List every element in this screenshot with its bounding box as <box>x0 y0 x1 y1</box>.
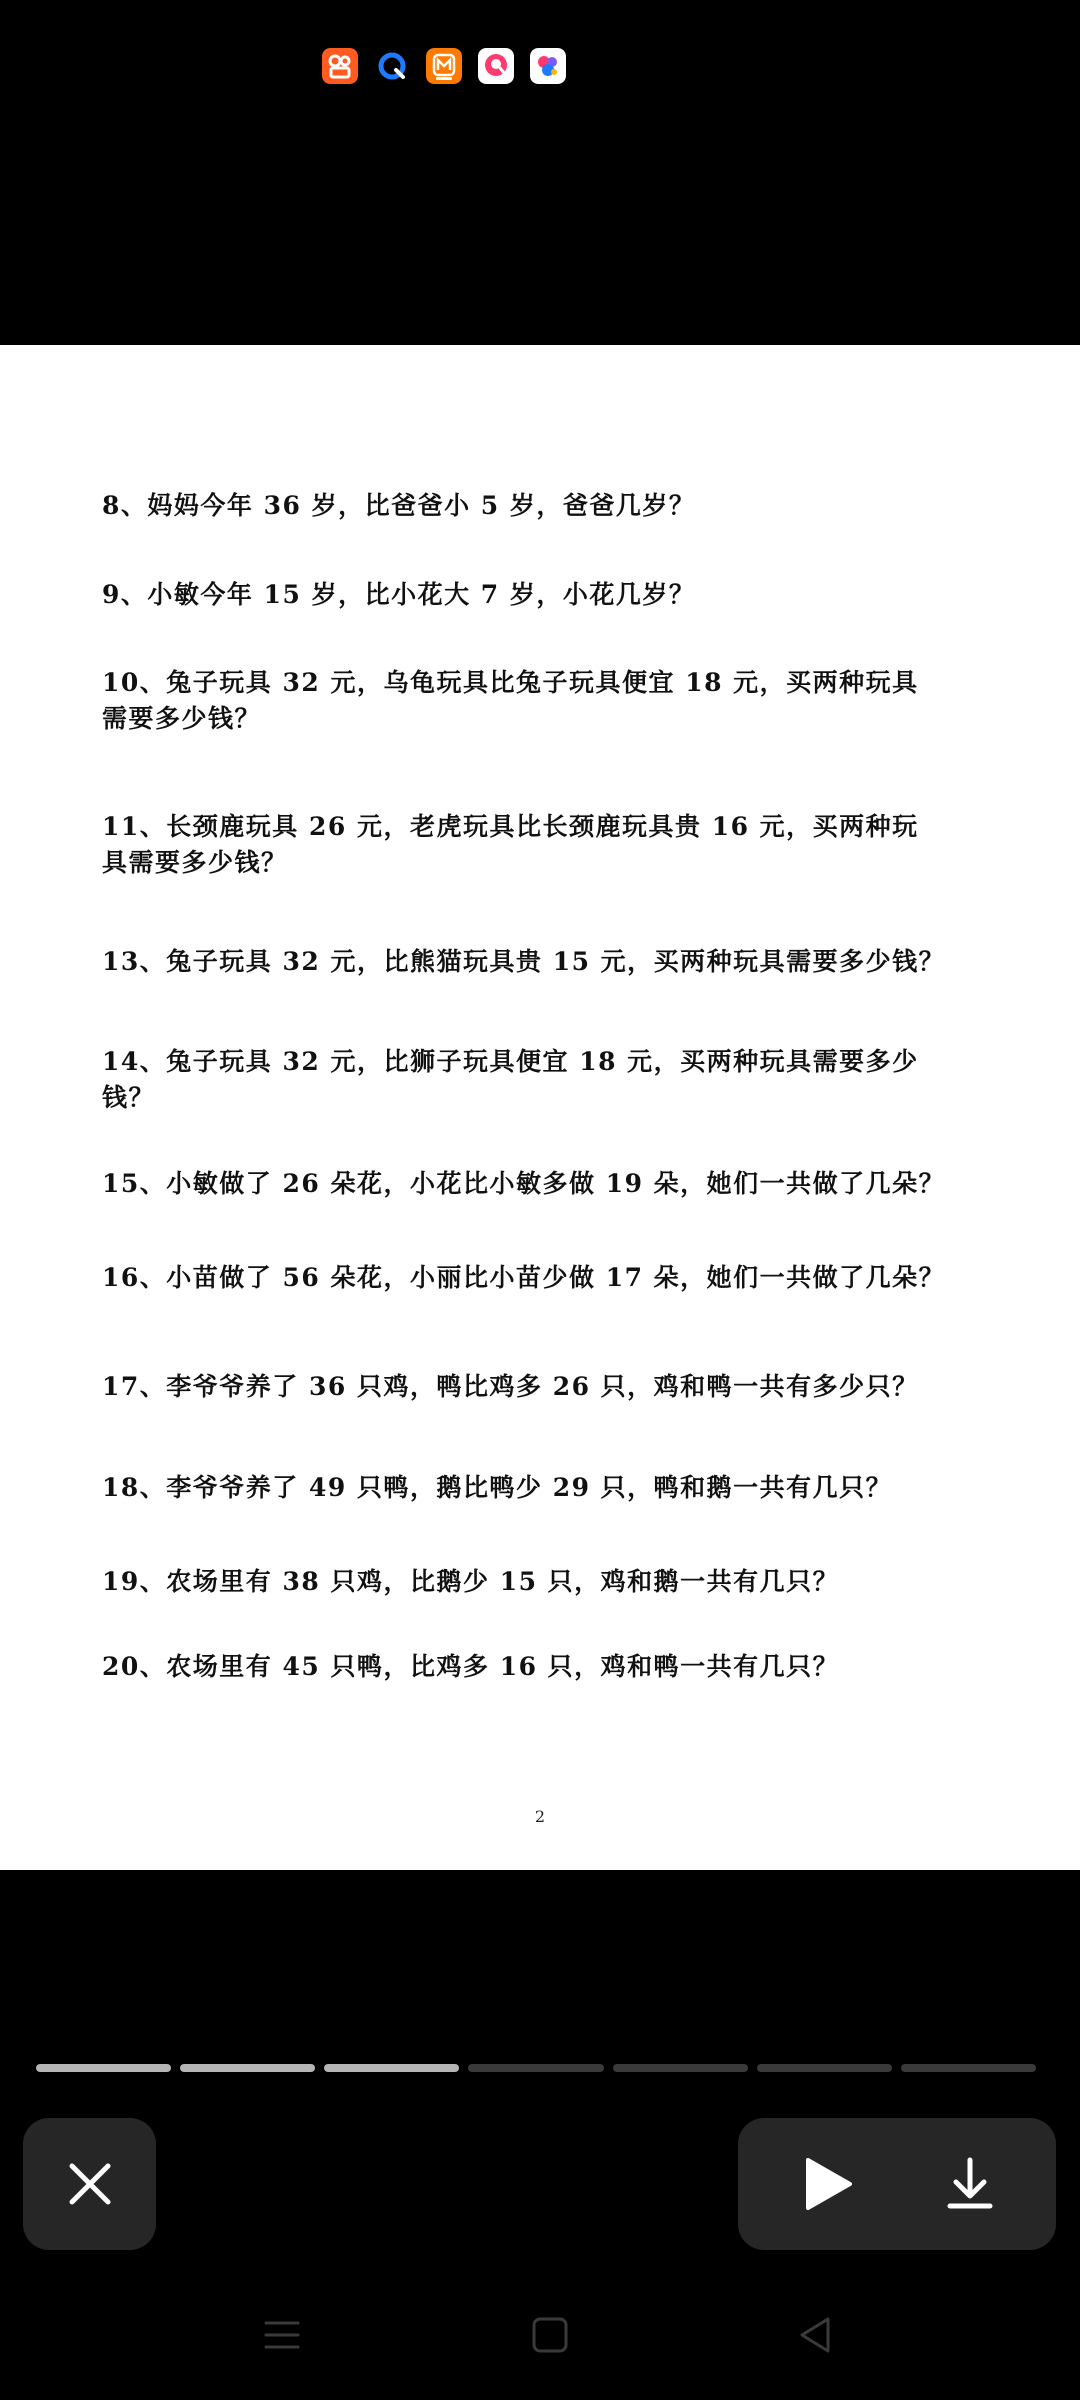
back-button[interactable] <box>776 2300 856 2370</box>
question-19: 19、农场里有 38 只鸡，比鹅少 15 只，鸡和鹅一共有几只？ <box>102 1567 840 1596</box>
question-18: 18、李爷爷养了 49 只鸭，鹅比鸭少 29 只，鸭和鹅一共有几只？ <box>102 1473 893 1502</box>
question-15: 15、小敏做了 26 朵花，小花比小敏多做 19 朵，她们一共做了几朵？ <box>102 1169 946 1198</box>
question-8: 8、妈妈今年 36 岁，比爸爸小 5 岁，爸爸几岁？ <box>102 491 696 520</box>
question-11: 11、长颈鹿玩具 26 元，老虎玩具比长颈鹿玩具贵 16 元，买两种玩 具需要多少钱？ <box>102 812 919 877</box>
home-button[interactable] <box>510 2300 590 2370</box>
question-10: 10、兔子玩具 32 元，乌龟玩具比兔子玩具便宜 18 元，买两种玩具 需要多少钱？ <box>102 668 919 733</box>
download-icon <box>944 2156 996 2212</box>
back-icon <box>796 2315 836 2355</box>
question-17: 17、李爷爷养了 36 只鸡，鸭比鸡多 26 只，鸡和鸭一共有多少只？ <box>102 1372 919 1401</box>
menu-icon <box>262 2315 302 2355</box>
menu-button[interactable] <box>242 2300 322 2370</box>
document-page <box>0 345 1080 1870</box>
progress-segment <box>757 2064 892 2072</box>
progress-segment <box>324 2064 459 2072</box>
page-progress-bar <box>36 2064 1036 2072</box>
kuaishou-app-icon[interactable] <box>322 48 358 84</box>
question-14: 14、兔子玩具 32 元，比狮子玩具便宜 18 元，买两种玩具需要多少 钱？ <box>102 1047 919 1112</box>
close-button[interactable] <box>23 2118 156 2250</box>
pink-app-icon[interactable] <box>478 48 514 84</box>
download-button[interactable] <box>930 2144 1010 2224</box>
app-icons-row <box>322 48 566 84</box>
progress-segment <box>468 2064 603 2072</box>
progress-segment <box>613 2064 748 2072</box>
home-icon <box>530 2315 570 2355</box>
mango-tv-app-icon[interactable] <box>426 48 462 84</box>
progress-segment <box>180 2064 315 2072</box>
system-navigation-bar <box>0 2300 1080 2370</box>
play-icon <box>802 2156 854 2212</box>
progress-segment <box>36 2064 171 2072</box>
question-9: 9、小敏今年 15 岁，比小花大 7 岁，小花几岁？ <box>102 580 696 609</box>
play-button[interactable] <box>788 2144 868 2224</box>
question-16: 16、小苗做了 56 朵花，小丽比小苗少做 17 朵，她们一共做了几朵？ <box>102 1263 946 1292</box>
action-buttons-group <box>738 2118 1056 2250</box>
question-13: 13、兔子玩具 32 元，比熊猫玩具贵 15 元，买两种玩具需要多少钱？ <box>102 947 946 976</box>
close-icon <box>66 2160 114 2208</box>
browser-app-icon[interactable] <box>374 48 410 84</box>
color-app-icon[interactable] <box>530 48 566 84</box>
progress-segment <box>901 2064 1036 2072</box>
question-20: 20、农场里有 45 只鸭，比鸡多 16 只，鸡和鸭一共有几只？ <box>102 1652 840 1681</box>
page-number: 2 <box>534 1807 546 1826</box>
